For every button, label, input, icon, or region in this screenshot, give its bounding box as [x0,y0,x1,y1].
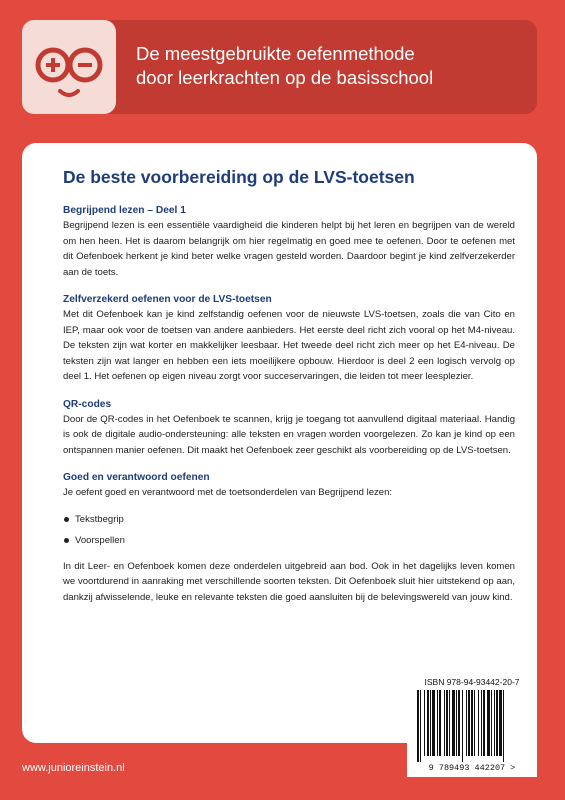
barcode-icon [417,690,527,762]
tagline-line-1: De meestgebruikte oefenmethode [136,43,415,64]
section-body: Met dit Oefenboek kan je kind zelfstandig oefenen voor de nieuwste LVS-toetsen, zoals die van Cito en IEP, maar ook voor de toetsen van andere aanbieders. Het eerste deel richt zich vooral op het M4-niveau. De teksten zijn wat korter en makkelijker leesbaar. Het tweede deel richt zich meer op het E4-niveau. De teksten zijn wat langer en hebben een iets moeilijkere opbouw. Hierdoor is deel 2 een logisch vervolg op deel 1. Het oefenen op eigen niveau zorgt voor succeservaringen, die leiden tot meer leesplezier. [63,309,515,382]
section-heading: Begrijpend lezen – Deel 1 [63,205,186,216]
section-body: Door de QR-codes in het Oefenboek te scannen, krijg je toegang tot aanvullend digitaal materiaal. Handig is ook de digitale audio-ondersteuning: alle teksten en vragen worden voorgelezen. Zo kan je kind op een ontspannen manier oefenen. Dit maakt het Oefenboek zeer geschikt als voorbereiding op de LVS-toetsen. [63,413,515,456]
isbn-text: ISBN 978-94-93442-20-7 [424,677,520,687]
section-heading: Zelfverzekerd oefenen voor de LVS-toetsen [63,294,272,305]
logo [22,20,116,114]
bullet-list [63,509,515,551]
plus-minus-smiley-icon [22,20,116,114]
section-body: Begrijpend lezen is een essentiële vaardigheid die kinderen helpt bij het leren en begrijpen van de wereld om hen heen. Het is daarom belangrijk om hier regelmatig en goed mee te oefenen. Door te oefenen met dit Oefenboek herkent je kind beter welke vragen gesteld worden. Daardoor begint je kind zelfverzekerder aan de toets. [63,220,515,278]
website-link[interactable]: www.junioreinstein.nl [22,762,125,774]
description-card [22,143,537,743]
card-content [63,167,515,618]
barcode-digits: 9 789493 442207 > [428,763,516,773]
section-goed-en-verantwoord [63,471,515,605]
section-heading: Goed en verantwoord oefenen [63,472,210,483]
list-item: Voorspellen [63,530,515,551]
section-body: In dit Leer- en Oefenboek komen deze onderdelen uitgebreid aan bod. Ook in het dagelijks leven komen we voortdurend in aanraking met verschillende soorten teksten. Dit Oefenboek sluit hier uitstekend op aan, dankzij afwisselende, leuke en relevante teksten die goed aansluiten bij de belevingswereld van jouw kind. [63,560,515,603]
list-item: Tekstbegrip [63,509,515,530]
section-heading: QR-codes [63,398,112,410]
isbn-barcode [407,672,537,777]
section-zelfverzekerd [63,293,515,385]
tagline-line-2: door leerkrachten op de basisschool [136,67,434,88]
tagline [136,42,526,90]
section-intro: Je oefent goed en verantwoord met de toetsonderdelen van Begrijpend lezen: [63,487,393,498]
section-begrijpend-lezen [63,204,515,280]
section-qr-codes [63,398,515,459]
card-title: De beste voorbereiding op de LVS-toetsen [63,167,415,187]
header-banner [22,20,537,114]
